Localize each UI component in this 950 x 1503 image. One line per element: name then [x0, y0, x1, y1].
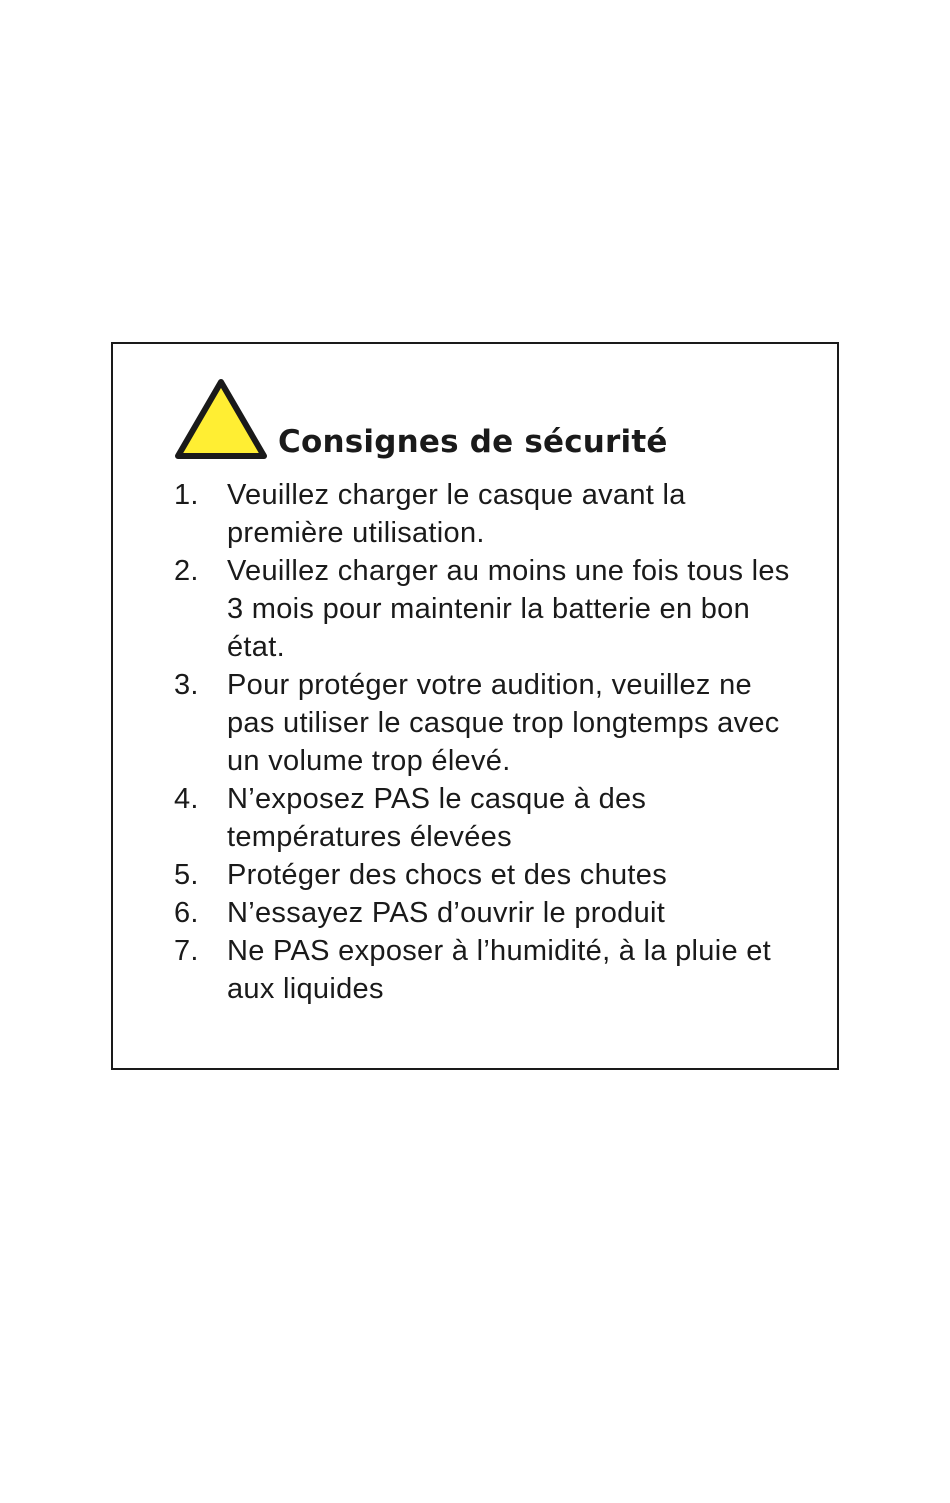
- list-item: [174, 666, 804, 780]
- warning-triangle-icon: [174, 378, 268, 460]
- list-item: [174, 932, 804, 1008]
- list-item-number: 3.: [174, 669, 199, 701]
- safety-instructions-box: [111, 342, 839, 1070]
- list-item-number: 6.: [174, 897, 199, 929]
- list-item: [174, 780, 804, 856]
- safety-rules-list: [174, 476, 804, 1008]
- list-item-number: 1.: [174, 479, 199, 511]
- list-item: [174, 894, 804, 932]
- list-item-number: 2.: [174, 555, 199, 587]
- list-item-text: Pour protéger votre audition, veuillez ne pas utiliser le casque trop longtemps avec un volume trop élevé.: [227, 669, 780, 777]
- list-item-text: Ne PAS exposer à l’humidité, à la pluie et aux liquides: [227, 935, 772, 1005]
- safety-heading: [174, 376, 668, 460]
- page-title: Consignes de sécurité: [278, 424, 668, 460]
- list-item: [174, 476, 804, 552]
- list-item-number: 5.: [174, 859, 199, 891]
- list-item-text: Protéger des chocs et des chutes: [227, 859, 668, 891]
- list-item-text: Veuillez charger le casque avant la première utilisation.: [227, 479, 686, 549]
- list-item-text: Veuillez charger au moins une fois tous les 3 mois pour maintenir la batterie en bon état.: [227, 555, 790, 663]
- list-item-text: N’exposez PAS le casque à des températures élevées: [227, 783, 647, 853]
- list-item: [174, 552, 804, 666]
- list-item-number: 7.: [174, 935, 199, 967]
- list-item-text: N’essayez PAS d’ouvrir le produit: [227, 897, 666, 929]
- list-item: [174, 856, 804, 894]
- list-item-number: 4.: [174, 783, 199, 815]
